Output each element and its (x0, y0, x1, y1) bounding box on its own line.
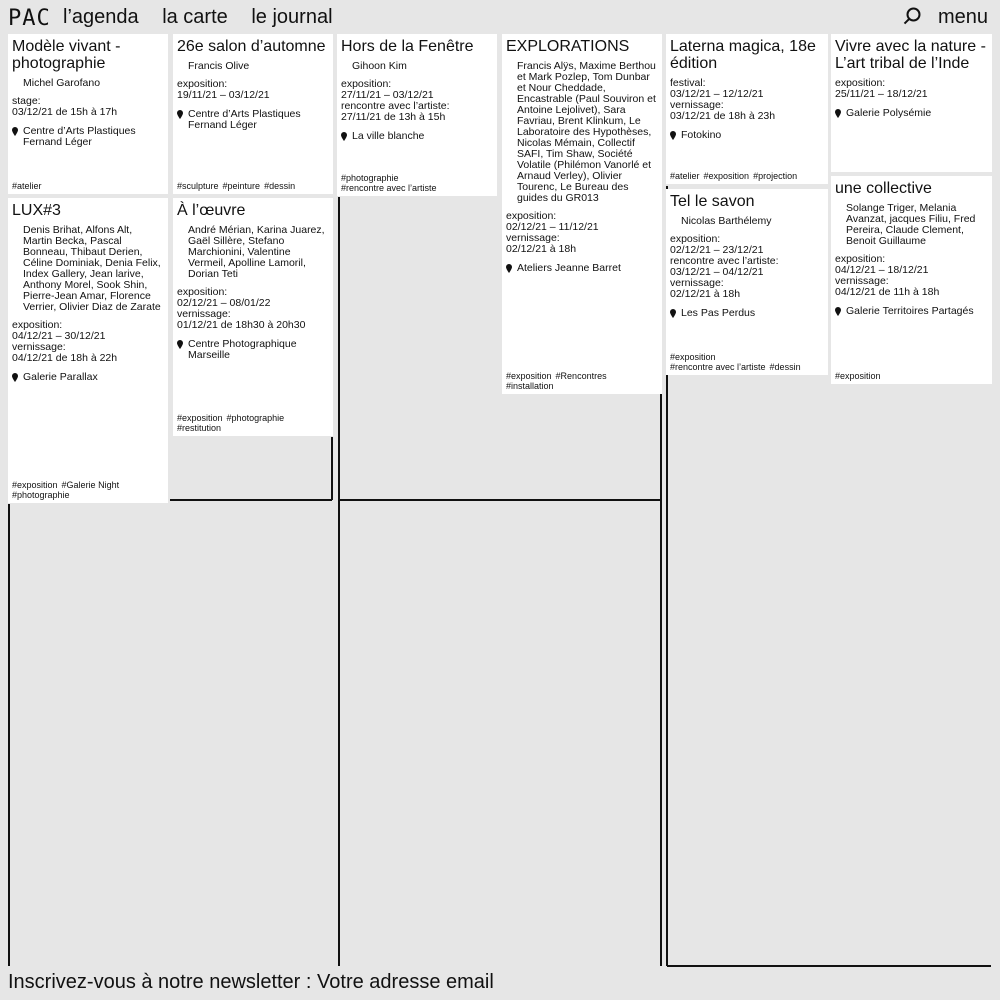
event-card[interactable] (831, 34, 992, 172)
event-info: 04/12/21 de 18h à 22h (12, 352, 118, 364)
event-place (177, 109, 329, 131)
pin-icon (506, 264, 512, 273)
event-info: 04/12/21 – 30/12/21 (12, 330, 106, 342)
event-card[interactable] (337, 34, 497, 196)
pin-icon (670, 309, 676, 318)
event-card[interactable] (831, 176, 992, 384)
tag[interactable]: #photographie (12, 489, 70, 500)
event-card[interactable] (8, 34, 168, 194)
event-place (341, 131, 493, 142)
event-info: 25/11/21 – 18/12/21 (835, 88, 928, 100)
tag[interactable]: #exposition (12, 480, 58, 490)
tag[interactable]: #installation (506, 380, 554, 391)
event-tags (177, 414, 288, 433)
event-info: exposition: (341, 78, 392, 90)
event-card[interactable] (666, 34, 828, 184)
event-info: 04/12/21 de 11h à 18h (835, 286, 940, 298)
event-info: exposition: (670, 233, 721, 245)
event-place (835, 306, 988, 317)
event-place (670, 308, 824, 319)
event-card[interactable] (173, 198, 333, 436)
pin-icon (177, 340, 183, 349)
event-info: 02/12/21 – 08/01/22 (177, 297, 271, 309)
tag[interactable]: #restitution (177, 422, 222, 433)
event-artists: Solange Triger, Melania Avanzat, jacques Filiu, Fred Pereira, Claude Clement, Benoit Guillaume (846, 202, 976, 247)
event-place-name: Fotokino (681, 129, 722, 141)
event-tags (506, 372, 611, 391)
event-info: rencontre avec l’artiste: (341, 100, 450, 112)
event-title[interactable]: À l’œuvre (177, 202, 246, 219)
event-place (177, 339, 329, 361)
nav-carte[interactable]: la carte (162, 6, 228, 28)
event-title[interactable]: Tel le savon (670, 193, 755, 210)
tag[interactable]: #Rencontres (555, 371, 607, 381)
event-place-name: Ateliers Jeanne Barret (517, 262, 621, 274)
event-place-name: Galerie Parallax (23, 371, 98, 383)
nav-agenda[interactable]: l’agenda (63, 6, 139, 28)
event-card[interactable] (666, 189, 828, 375)
tag[interactable]: #exposition (177, 413, 223, 423)
event-tags (835, 372, 885, 382)
event-info: 02/12/21 – 23/12/21 (670, 244, 764, 256)
pin-icon (835, 307, 841, 316)
event-info: 27/11/21 de 13h à 15h (341, 111, 446, 123)
event-info: 03/12/21 de 15h à 17h (12, 106, 118, 118)
event-artists: Francis Alÿs, Maxime Berthou et Mark Pozlep, Tom Dunbar et Nour Cheddade, Encastrable (Paul Souviron et Antoine Lejolivet), Sara Favriau, Brent Klinkum, Le Laboratoire des Hypothèses, Nicolas Mémain, Collectif SAFI, Tim Shaw, Société Volatile (Philémon Vanorlé et Arnaud Verley), Olivier Tourenc, Le Bureau des guides du GR013 (517, 60, 656, 204)
event-info: 03/12/21 – 04/12/21 (670, 266, 764, 278)
tag[interactable]: #projection (753, 170, 798, 181)
event-title[interactable]: 26e salon d’automne (177, 38, 326, 55)
event-place-name: Galerie Territoires Partagés (846, 305, 974, 317)
event-info: exposition: (177, 286, 228, 298)
nav-journal[interactable]: le journal (251, 6, 333, 28)
tag[interactable]: #dessin (769, 361, 801, 372)
tag[interactable]: #dessin (264, 180, 296, 191)
pin-icon (12, 127, 18, 136)
event-place-name: La ville blanche (352, 130, 425, 142)
event-info: 27/11/21 – 03/12/21 (341, 89, 434, 101)
event-title[interactable]: une collective (835, 180, 932, 197)
menu-button[interactable]: menu (938, 6, 989, 28)
tag[interactable]: #exposition (670, 352, 716, 362)
event-tags (670, 172, 801, 182)
pin-icon (835, 109, 841, 118)
pin-icon (341, 132, 347, 141)
event-place-name: Galerie Polysémie (846, 107, 932, 119)
event-title[interactable]: Modèle vivant - photographie (12, 38, 121, 72)
newsletter-form (8, 971, 637, 994)
tag[interactable]: #sculpture (177, 180, 219, 191)
event-artists: Francis Olive (188, 60, 250, 72)
event-info: exposition: (835, 77, 886, 89)
event-info: vernissage: (12, 341, 66, 353)
event-place (835, 108, 988, 119)
event-card[interactable] (8, 198, 168, 503)
event-card[interactable] (502, 34, 662, 394)
event-tags (12, 182, 46, 192)
event-info: vernissage: (670, 277, 724, 289)
pin-icon (12, 373, 18, 382)
event-tags (670, 353, 805, 372)
event-tags (177, 182, 299, 192)
pin-icon (177, 110, 183, 119)
tag[interactable]: #rencontre avec l’artiste (670, 361, 766, 372)
event-place-name: Centre Photographique Marseille (188, 338, 297, 361)
tag[interactable]: #Galerie Night (61, 480, 120, 490)
tag[interactable]: #photographie (226, 413, 285, 423)
event-info: 02/12/21 – 11/12/21 (506, 221, 599, 233)
event-artists: Denis Brihat, Alfons Alt, Martin Becka, Pascal Bonneau, Thibaut Derien, Céline Dominiak, Denia Felix, Index Gallery, Jean larive, Anthony Morel, Sook Shin, Pierre-Jean Amar, Florence Verrier, Olivier Diaz de Zarate (23, 224, 161, 313)
event-info: festival: (670, 77, 706, 89)
event-info: 03/12/21 de 18h à 23h (670, 110, 776, 122)
event-info: 19/11/21 – 03/12/21 (177, 89, 270, 101)
event-artists: André Mérian, Karina Juarez, Gaël Sillère, Stefano Marchionini, Valentine Vermeil, Apolline Lamoril, Dorian Teti (188, 224, 325, 280)
event-info: 01/12/21 de 18h30 à 20h30 (177, 319, 306, 331)
event-title[interactable]: Hors de la Fenêtre (341, 38, 474, 55)
newsletter-email-input[interactable] (317, 971, 637, 994)
tag[interactable]: #exposition (835, 370, 881, 381)
event-tags (341, 174, 437, 193)
event-info: vernissage: (835, 275, 889, 287)
event-info: exposition: (12, 319, 63, 331)
tag[interactable]: #atelier (670, 170, 700, 181)
event-card[interactable] (173, 34, 333, 194)
tag[interactable]: #exposition (703, 170, 750, 181)
event-place-name: Centre d’Arts Plastiques Fernand Léger (23, 125, 136, 148)
pin-icon (670, 131, 676, 140)
logo[interactable]: PAC (8, 6, 51, 31)
event-info: 02/12/21 à 18h (506, 243, 577, 255)
event-title[interactable]: Vivre avec la nature - L’art tribal de l’Inde (835, 38, 986, 72)
event-info: vernissage: (177, 308, 231, 320)
event-title[interactable]: Laterna magica, 18e édition (670, 38, 816, 72)
tag[interactable]: #rencontre avec l’artiste (341, 182, 437, 193)
event-place (12, 372, 164, 383)
tag[interactable]: #photographie (341, 173, 399, 183)
tag[interactable]: #peinture (222, 180, 261, 191)
event-info: vernissage: (506, 232, 560, 244)
event-info: exposition: (835, 253, 886, 265)
event-info: 02/12/21 à 18h (670, 288, 741, 300)
event-place (506, 263, 658, 274)
event-info: 03/12/21 – 12/12/21 (670, 88, 764, 100)
event-artists: Michel Garofano (23, 77, 101, 89)
event-artists: Nicolas Barthélemy (681, 215, 772, 227)
event-info: rencontre avec l’artiste: (670, 255, 779, 267)
event-info: 04/12/21 – 18/12/21 (835, 264, 929, 276)
event-info: exposition: (177, 78, 228, 90)
event-title[interactable]: EXPLORATIONS (506, 38, 630, 55)
event-tags (12, 481, 123, 500)
event-info: vernissage: (670, 99, 724, 111)
event-title[interactable]: LUX#3 (12, 202, 61, 219)
event-place (670, 130, 824, 141)
event-place (12, 126, 164, 148)
newsletter-label: Inscrivez-vous à notre newsletter : (8, 971, 312, 993)
event-place-name: Les Pas Perdus (681, 307, 756, 319)
tag[interactable]: #exposition (506, 371, 552, 381)
event-artists: Gihoon Kim (352, 60, 407, 72)
event-info: stage: (12, 95, 41, 107)
event-info: exposition: (506, 210, 557, 222)
tag[interactable]: #atelier (12, 180, 42, 191)
event-place-name: Centre d’Arts Plastiques Fernand Léger (188, 108, 301, 131)
